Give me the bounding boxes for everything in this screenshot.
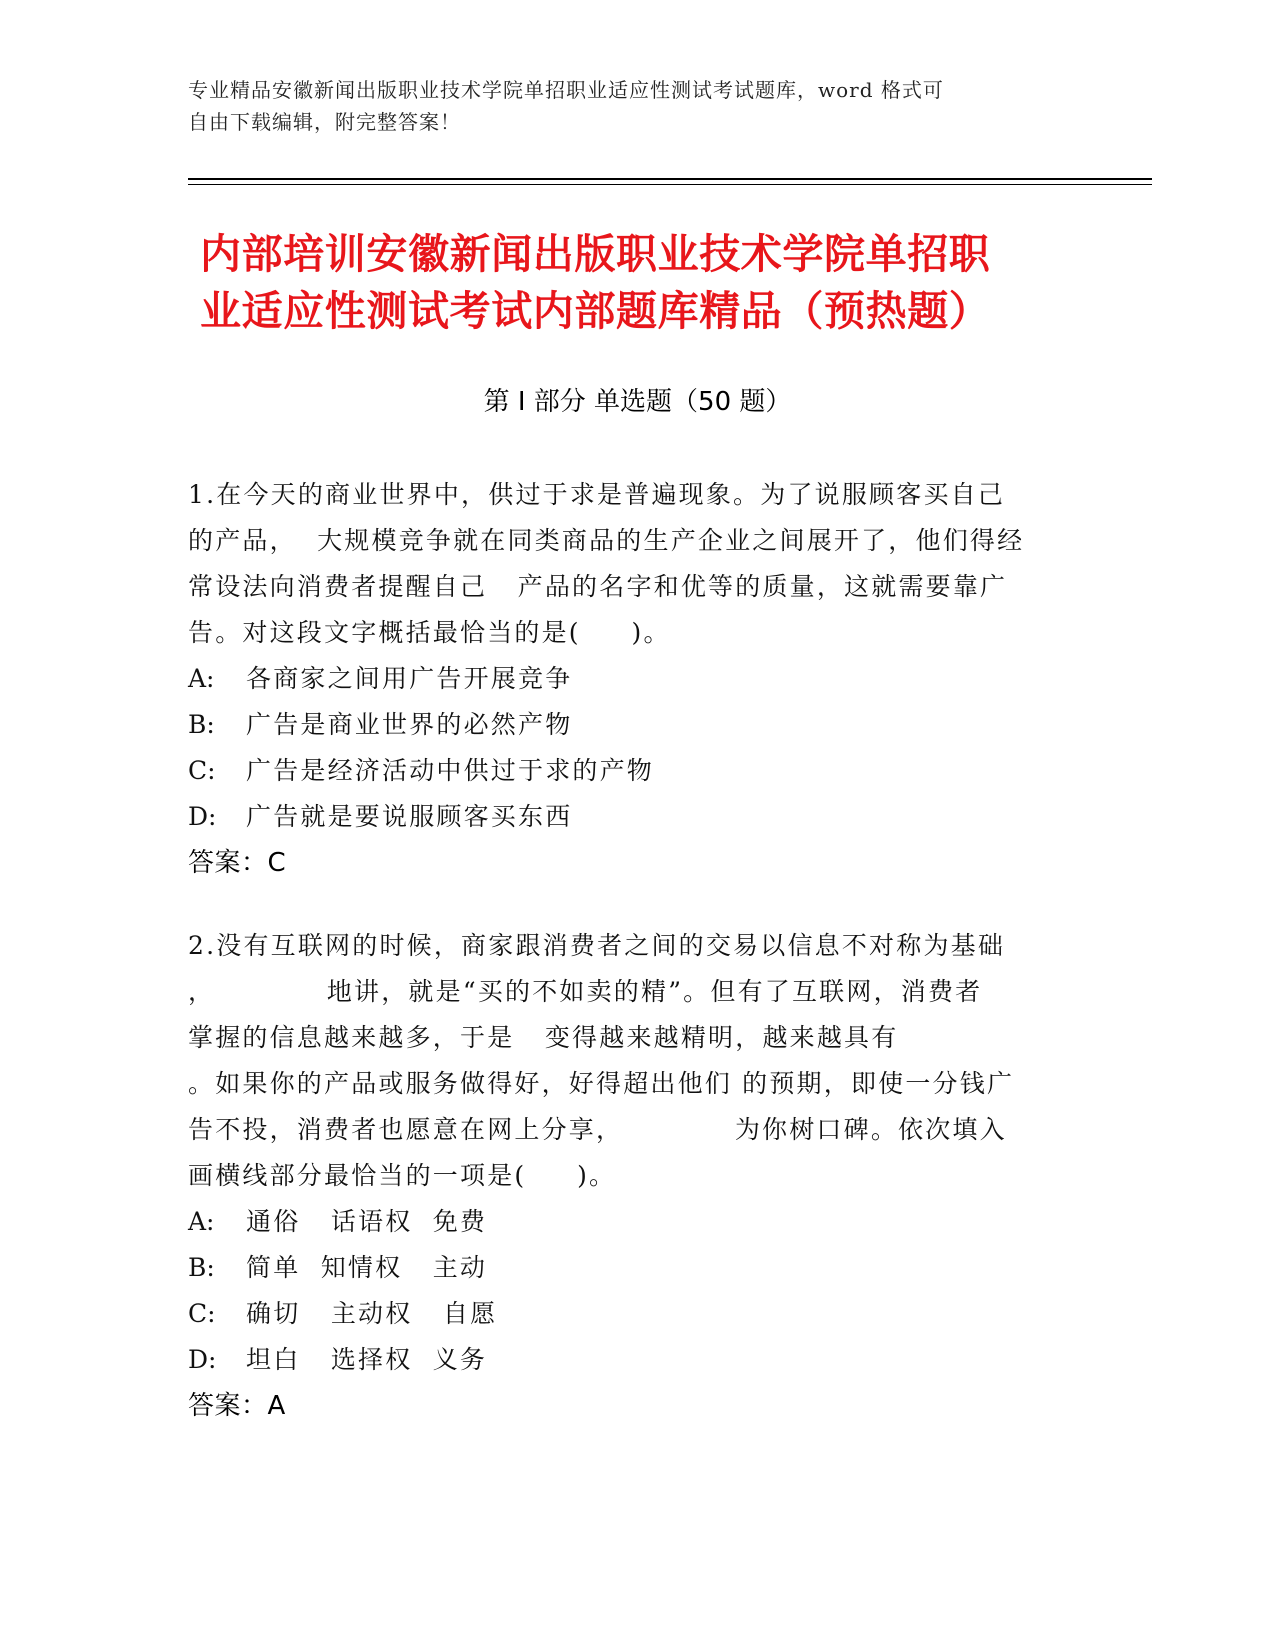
option-a — [188, 1199, 1078, 1245]
answer-line: 答案：C — [188, 848, 287, 878]
question-stem-line: 告。对这段文字概括最恰当的是( )。 — [188, 618, 671, 647]
option-c — [188, 748, 1078, 794]
question-1 — [188, 472, 1078, 886]
option-key: B: — [188, 1253, 215, 1282]
option-key: D: — [188, 1345, 217, 1374]
question-stem-line: 告不投，消费者也愿意在网上分享， 为你树口碑。依次填入 — [188, 1115, 1007, 1144]
option-key: D: — [188, 802, 217, 831]
question-stem-line: 画横线部分最恰当的一项是( )。 — [188, 1161, 617, 1190]
option-text: 广告是商业世界的必然产物 — [246, 710, 573, 739]
option-text: 坦白 选择权 义务 — [246, 1345, 488, 1374]
option-b — [188, 702, 1078, 748]
question-stem-line: 常设法向消费者提醒自己 产品的名字和优等的质量，这就需要靠广 — [188, 572, 1008, 601]
header-note-line-1: 专业精品安徽新闻出版职业技术学院单招职业适应性测试考试题库，word 格式可 — [188, 78, 944, 102]
option-key: B: — [188, 710, 215, 739]
question-stem-line: ， 地讲，就是“买的不如卖的精”。但有了互联网，消费者 — [188, 977, 983, 1006]
option-key: C: — [188, 756, 216, 785]
option-c — [188, 1291, 1078, 1337]
document-title-line-1: 内部培训安徽新闻出版职业技术学院单招职 — [200, 230, 991, 278]
header-note-line-2: 自由下载编辑，附完整答案！ — [188, 110, 461, 134]
option-d — [188, 1337, 1078, 1383]
document-title-line-2: 业适应性测试考试内部题库精品（预热题） — [200, 287, 991, 335]
header-rule-thick — [188, 178, 1152, 180]
option-text: 广告就是要说服顾客买东西 — [246, 802, 573, 831]
option-d — [188, 794, 1078, 840]
option-key: C: — [188, 1299, 216, 1328]
document-title — [200, 226, 1100, 340]
option-b — [188, 1245, 1078, 1291]
header-note — [188, 74, 1068, 138]
question-stem-line: 2.没有互联网的时候，商家跟消费者之间的交易以信息不对称为基础 — [188, 931, 1006, 960]
option-text: 确切 主动权 自愿 — [246, 1299, 498, 1328]
question-stem-line: 掌握的信息越来越多，于是 变得越来越精明，越来越具有 — [188, 1023, 899, 1052]
option-key: A: — [188, 664, 215, 693]
section-heading: 第 I 部分 单选题（50 题） — [483, 387, 792, 417]
question-stem-line: 。如果你的产品或服务做得好，好得超出他们 的预期，即使一分钱广 — [188, 1069, 1015, 1098]
question-stem-line: 1.在今天的商业世界中，供过于求是普遍现象。为了说服顾客买自己 — [188, 480, 1006, 509]
option-text: 各商家之间用广告开展竞争 — [246, 664, 573, 693]
question-stem-line: 的产品， 大规模竞争就在同类商品的生产企业之间展开了，他们得经 — [188, 526, 1025, 555]
option-key: A: — [188, 1207, 215, 1236]
option-text: 简单 知情权 主动 — [246, 1253, 488, 1282]
option-a — [188, 656, 1078, 702]
option-text: 广告是经济活动中供过于求的产物 — [246, 756, 655, 785]
header-rule-thin — [188, 184, 1152, 185]
option-text: 通俗 话语权 免费 — [246, 1207, 488, 1236]
answer-line: 答案：A — [188, 1391, 286, 1421]
question-2 — [188, 923, 1078, 1429]
